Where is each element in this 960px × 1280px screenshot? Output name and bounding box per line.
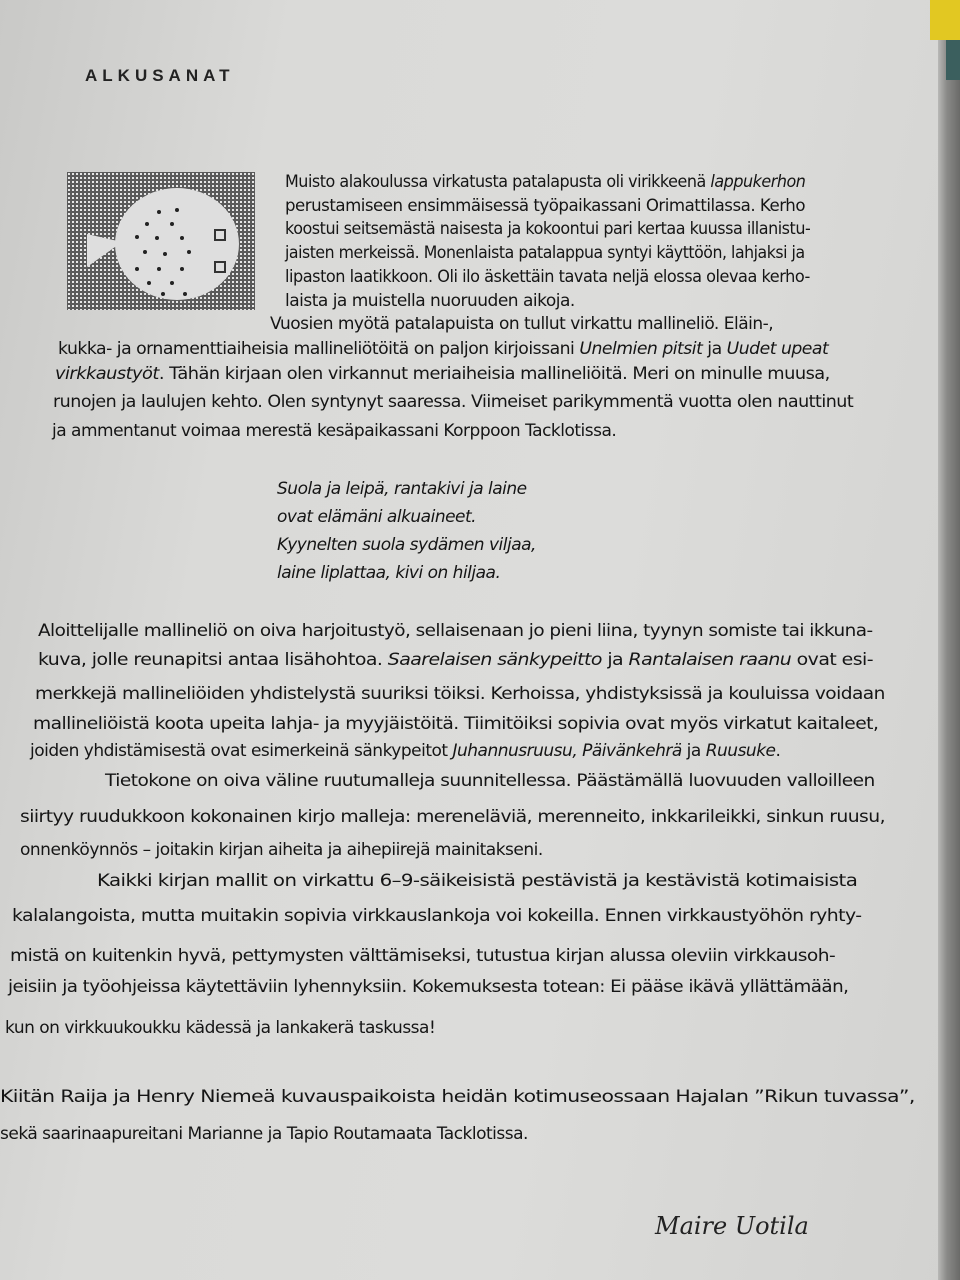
text-segment: Muisto alakoulussa virkatusta patalapusta oli virikkeenä [285, 172, 711, 192]
text-line [53, 392, 853, 412]
text-line [20, 840, 543, 860]
poem-line [277, 479, 527, 499]
text-line [105, 771, 875, 791]
text-line [5, 1018, 435, 1038]
italic-title: Juhannusruusu, Päivänkehrä [452, 741, 682, 761]
text-segment: ja [702, 339, 727, 359]
text-segment: . [775, 741, 781, 761]
yellow-corner [930, 0, 960, 40]
text-segment: ovat elämäni alkuaineet. [277, 507, 477, 527]
text-segment: ja [601, 650, 629, 670]
text-line [0, 1124, 528, 1144]
text-segment: koostui seitsemästä naisesta ja kokoontui pari kertaa kuussa illanistu- [285, 219, 811, 239]
text-segment: kuva, jolle reunapitsi antaa lisähohtoa. [38, 650, 388, 670]
text-line [30, 741, 780, 761]
text-segment: runojen ja laulujen kehto. Olen syntynyt saaressa. Viimeiset parikymmentä vuotta olen nauttinut [53, 392, 854, 412]
text-segment: kukka- ja ornamenttiaiheisia mallineliötöitä on paljon kirjoissani [58, 339, 580, 359]
italic-title: virkkaustyöt [55, 364, 159, 384]
poem-line [277, 563, 500, 583]
text-line [58, 339, 828, 359]
page-title: ALKUSANAT [85, 66, 235, 85]
italic-title: Ruusuke [705, 741, 776, 761]
text-segment: jaisten merkeissä. Monenlaista patalappua syntyi käyttöön, lahjaksi ja [285, 243, 805, 263]
text-line [10, 946, 835, 966]
text-line [33, 714, 878, 734]
text-segment: siirtyy ruudukkoon kokonainen kirjo malleja: mereneläviä, merenneito, inkkarileikki, sinkun ruusu, [20, 807, 886, 827]
text-line [285, 267, 810, 287]
text-line [20, 807, 885, 827]
text-segment: onnenköynnös – joitakin kirjan aiheita ja aihepiirejä mainitakseni. [20, 840, 543, 860]
italic-title: Unelmien pitsit [579, 339, 703, 359]
author-signature: Maire Uotila [655, 1212, 809, 1240]
text-line [38, 650, 873, 670]
text-segment: sekä saarinaapureitani Marianne ja Tapio Routamaata Tacklotissa. [0, 1124, 528, 1144]
text-line [285, 172, 805, 192]
text-segment: mistä on kuitenkin hyvä, pettymysten välttämiseksi, tutustua kirjan alussa oleviin virkkausoh- [10, 946, 836, 966]
text-line [285, 243, 805, 263]
text-line [52, 421, 616, 441]
text-segment: ovat esi- [791, 650, 873, 670]
text-segment: Tietokone on oiva väline ruutumalleja suunnitellessa. Päästämällä luovuuden valloilleen [105, 771, 875, 791]
text-segment: perustamiseen ensimmäisessä työpaikassani Orimattilassa. Kerho [285, 196, 806, 216]
text-segment: laine liplattaa, kivi on hiljaa. [277, 563, 501, 583]
text-segment: Aloittelijalle mallineliö on oiva harjoitustyö, sellaisenaan jo pieni liina, tyynyn somiste tai ikkuna- [38, 621, 873, 641]
text-segment: kalalangoista, mutta muitakin sopivia virkkauslankoja voi kokeilla. Ennen virkkaustyöhön ryhty- [12, 906, 862, 926]
text-segment: merkkejä mallineliöiden yhdistelystä suuriksi töiksi. Kerhoissa, yhdistyksissä ja kouluissa voidaan [35, 684, 885, 704]
text-line [285, 291, 575, 311]
text-segment: Kaikki kirjan mallit on virkattu 6–9-säikeisistä pestävistä ja kestävistä kotimaisista [97, 871, 858, 891]
text-line [12, 906, 862, 926]
poem-line [277, 535, 536, 555]
text-line [35, 684, 885, 704]
text-line [270, 314, 773, 334]
text-segment: laista ja muistella nuoruuden aikoja. [285, 291, 575, 311]
text-segment: mallineliöistä koota upeita lahja- ja myyjäistöitä. Tiimitöiksi sopivia ovat myös virkatut kaitaleet, [33, 714, 879, 734]
text-segment: jeisiin ja työohjeissa käytettäviin lyhennyksiin. Kokemuksesta totean: Ei pääse ikävä yllättämään, [8, 977, 849, 997]
text-segment: lipaston laatikkoon. Oli ilo äskettäin tavata neljä elossa olevaa kerho- [285, 267, 810, 287]
fish-crochet-image [67, 172, 255, 310]
text-segment: kun on virkkuukoukku kädessä ja lankakerä taskussa! [5, 1018, 436, 1038]
text-segment: joiden yhdistämisestä ovat esimerkeinä sänkypeitot [30, 741, 453, 761]
text-line [38, 621, 873, 641]
text-segment: . Tähän kirjaan olen virkannut meriaiheisia mallineliöitä. Meri on minulle muusa, [158, 364, 830, 384]
italic-title: Uudet upeat [726, 339, 829, 359]
italic-title: Saarelaisen sänkypeitto [387, 650, 602, 670]
cover-corner [946, 40, 960, 80]
text-segment: Kiitän Raija ja Henry Niemeä kuvauspaikoista heidän kotimuseossaan Hajalan ”Rikun tuvassa”, [0, 1087, 915, 1107]
text-line [55, 364, 830, 384]
text-line [285, 196, 805, 216]
page-edge [938, 0, 960, 1280]
text-line [285, 219, 810, 239]
text-line [0, 1087, 915, 1107]
italic-title: lappukerhon [710, 172, 806, 192]
text-segment: Vuosien myötä patalapuista on tullut virkattu mallineliö. Eläin-, [270, 314, 774, 334]
text-line [97, 871, 857, 891]
text-segment: ja [681, 741, 706, 761]
italic-title: Rantalaisen raanu [628, 650, 792, 670]
text-segment: Kyynelten suola sydämen viljaa, [277, 535, 536, 555]
text-segment: Suola ja leipä, rantakivi ja laine [277, 479, 527, 499]
text-segment: ja ammentanut voimaa merestä kesäpaikassani Korppoon Tacklotissa. [52, 421, 617, 441]
poem-line [277, 507, 476, 527]
text-line [8, 977, 848, 997]
